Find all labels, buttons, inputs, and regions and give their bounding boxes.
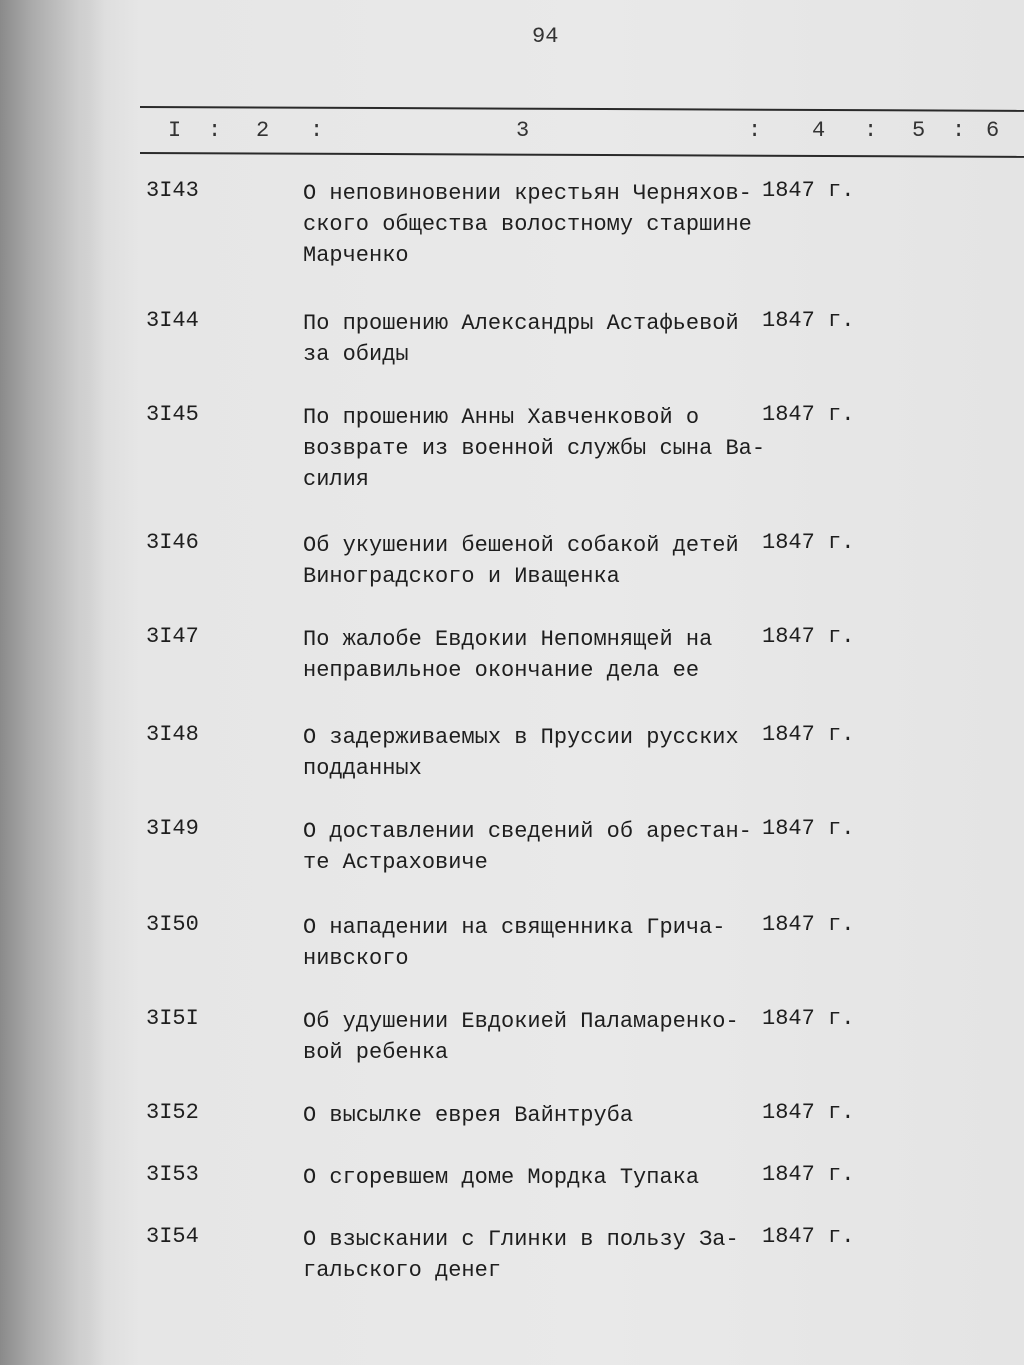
record-title-line: О высылке еврея Вайнтруба <box>303 1103 634 1128</box>
column-separator: : <box>864 118 878 143</box>
column-separator: : <box>748 118 762 143</box>
record-title <box>303 816 755 878</box>
record-number: 3I49 <box>146 816 199 841</box>
record-title-line: По прошению Анны Хавченковой о <box>303 405 700 430</box>
record-title <box>303 1006 755 1068</box>
record-title-line: те Астраховиче <box>303 850 488 875</box>
record-title <box>303 308 755 370</box>
record-year: 1847 г. <box>762 1162 855 1187</box>
record-number: 3I54 <box>146 1224 199 1249</box>
record-year: 1847 г. <box>762 1100 855 1125</box>
record-title-line: О сгоревшем доме Мордка Тупака <box>303 1165 700 1190</box>
record-title-line: О задерживаемых в Пруссии русских <box>303 725 739 750</box>
record-year: 1847 г. <box>762 722 855 747</box>
page-number: 94 <box>532 24 559 49</box>
record-title <box>303 402 766 495</box>
record-title <box>303 178 755 271</box>
record-number: 3I5I <box>146 1006 199 1031</box>
record-title-line: Об укушении бешеной собакой детей <box>303 533 739 558</box>
record-title <box>303 624 755 686</box>
record-year: 1847 г. <box>762 912 855 937</box>
column-heading-1: I <box>168 118 182 143</box>
record-year: 1847 г. <box>762 816 855 841</box>
record-title <box>303 1162 755 1193</box>
book-spine-shadow <box>0 0 105 1365</box>
record-year: 1847 г. <box>762 1224 855 1249</box>
record-title-line: О неповиновении крестьян Черняхов- <box>303 181 752 206</box>
record-title-line: за обиды <box>303 342 409 367</box>
record-title-line: Виноградского и Иващенка <box>303 564 620 589</box>
record-number: 3I44 <box>146 308 199 333</box>
record-title-line: О нападении на священника Грича- <box>303 915 726 940</box>
record-year: 1847 г. <box>762 624 855 649</box>
column-heading-3: 3 <box>516 118 530 143</box>
record-title-line: О взыскании с Глинки в пользу За- <box>303 1227 739 1252</box>
record-title-line: По прошению Александры Астафьевой <box>303 311 739 336</box>
record-year: 1847 г. <box>762 1006 855 1031</box>
column-heading-6: 6 <box>986 118 1000 143</box>
column-separator: : <box>208 118 222 143</box>
record-title-line: подданных <box>303 756 422 781</box>
column-separator: : <box>952 118 966 143</box>
record-number: 3I47 <box>146 624 199 649</box>
record-title-line: возврате из военной службы сына Ва- <box>303 436 766 461</box>
record-title-line: вой ребенка <box>303 1040 449 1065</box>
record-title <box>303 1224 755 1286</box>
record-year: 1847 г. <box>762 178 855 203</box>
record-title-line: Марченко <box>303 243 409 268</box>
record-title-line: силия <box>303 467 370 492</box>
record-number: 3I50 <box>146 912 199 937</box>
record-year: 1847 г. <box>762 530 855 555</box>
column-heading-2: 2 <box>256 118 270 143</box>
record-title-line: гальского денег <box>303 1258 502 1283</box>
record-title-line: ского общества волостному старшине <box>303 212 752 237</box>
record-title-line: неправильное окончание дела ее <box>303 658 700 683</box>
record-title <box>303 722 755 784</box>
record-title-line: нивского <box>303 946 409 971</box>
record-number: 3I48 <box>146 722 199 747</box>
record-title-line: О доставлении сведений об арестан- <box>303 819 752 844</box>
record-year: 1847 г. <box>762 308 855 333</box>
table-header-top-rule <box>140 106 1024 112</box>
column-heading-5: 5 <box>912 118 926 143</box>
record-number: 3I45 <box>146 402 199 427</box>
record-title-line: По жалобе Евдокии Непомнящей на <box>303 627 713 652</box>
record-title-line: Об удушении Евдокией Паламаренко- <box>303 1009 739 1034</box>
record-number: 3I43 <box>146 178 199 203</box>
column-heading-4: 4 <box>812 118 826 143</box>
table-header-bottom-rule <box>140 152 1024 158</box>
record-number: 3I52 <box>146 1100 199 1125</box>
record-number: 3I46 <box>146 530 199 555</box>
record-number: 3I53 <box>146 1162 199 1187</box>
record-title <box>303 530 755 592</box>
column-separator: : <box>310 118 324 143</box>
record-year: 1847 г. <box>762 402 855 427</box>
record-title <box>303 912 755 974</box>
record-title <box>303 1100 755 1131</box>
